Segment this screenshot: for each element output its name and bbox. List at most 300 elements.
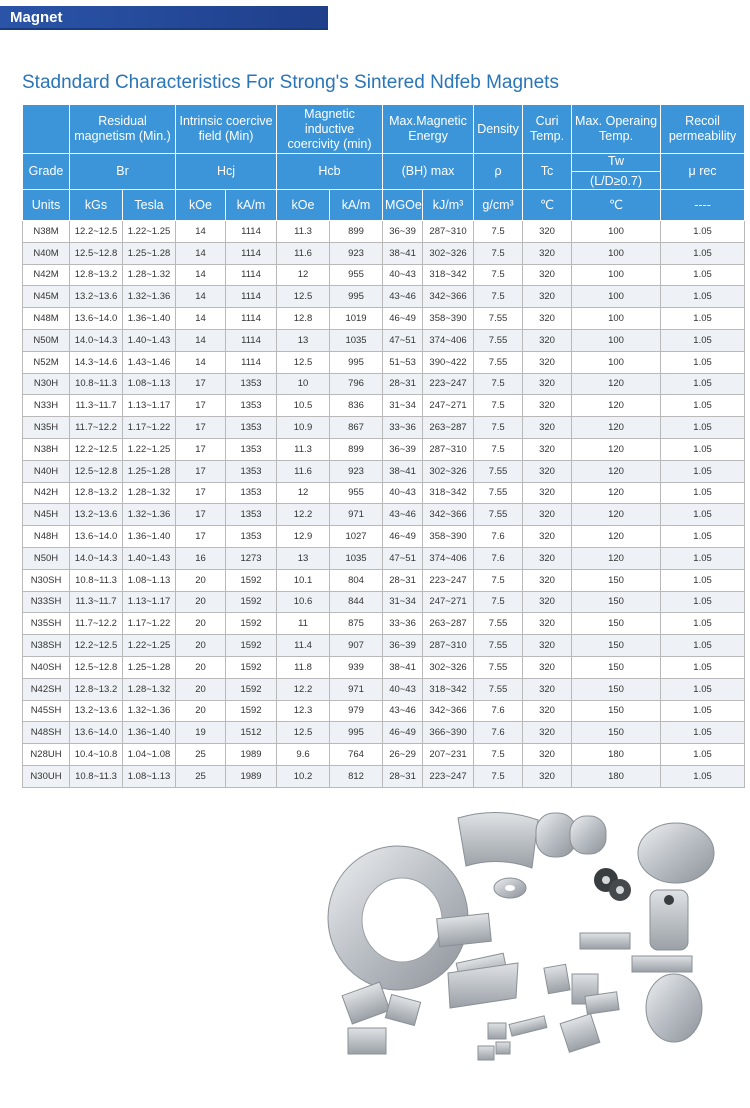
value-cell: 150 — [572, 613, 661, 635]
value-cell: 40~43 — [383, 482, 423, 504]
value-cell: 100 — [572, 242, 661, 264]
value-cell: 320 — [523, 765, 572, 787]
value-cell: 16 — [176, 547, 226, 569]
symbol-hcb: Hcb — [277, 154, 383, 190]
value-cell: 302~326 — [423, 242, 474, 264]
symbol-tw-condition: (L/D≥0.7) — [590, 174, 643, 188]
unit-cell: kJ/m³ — [423, 190, 474, 221]
value-cell: 7.55 — [474, 329, 523, 351]
grade-cell: N50H — [23, 547, 70, 569]
value-cell: 100 — [572, 351, 661, 373]
value-cell: 804 — [330, 569, 383, 591]
value-cell: 1592 — [226, 678, 277, 700]
value-cell: 31~34 — [383, 395, 423, 417]
value-cell: 12.8~13.2 — [70, 678, 123, 700]
value-cell: 764 — [330, 744, 383, 766]
value-cell: 7.5 — [474, 591, 523, 613]
value-cell: 320 — [523, 656, 572, 678]
value-cell: 43~46 — [383, 504, 423, 526]
grade-cell: N30UH — [23, 765, 70, 787]
block-magnet — [488, 1023, 506, 1039]
value-cell: 120 — [572, 417, 661, 439]
value-cell: 150 — [572, 700, 661, 722]
value-cell: 7.6 — [474, 700, 523, 722]
value-cell: 1.05 — [661, 417, 745, 439]
value-cell: 10.9 — [277, 417, 330, 439]
value-cell: 150 — [572, 591, 661, 613]
value-cell: 1.36~1.40 — [123, 722, 176, 744]
value-cell: 1.36~1.40 — [123, 308, 176, 330]
value-cell: 7.5 — [474, 569, 523, 591]
value-cell: 11.3 — [277, 221, 330, 243]
table-row — [23, 417, 745, 439]
value-cell: 31~34 — [383, 591, 423, 613]
value-cell: 1114 — [226, 329, 277, 351]
value-cell: 318~342 — [423, 482, 474, 504]
table-row — [23, 438, 745, 460]
value-cell: 1.22~1.25 — [123, 438, 176, 460]
value-cell: 11.3~11.7 — [70, 395, 123, 417]
value-cell: 20 — [176, 678, 226, 700]
value-cell: 10.5 — [277, 395, 330, 417]
value-cell: 1592 — [226, 656, 277, 678]
value-cell: 390~422 — [423, 351, 474, 373]
value-cell: 14 — [176, 351, 226, 373]
value-cell: 38~41 — [383, 460, 423, 482]
value-cell: 1.05 — [661, 526, 745, 548]
value-cell: 320 — [523, 591, 572, 613]
value-cell: 13.2~13.6 — [70, 504, 123, 526]
disc-magnet — [646, 974, 702, 1042]
value-cell: 28~31 — [383, 569, 423, 591]
value-cell: 1114 — [226, 242, 277, 264]
value-cell: 1989 — [226, 765, 277, 787]
value-cell: 995 — [330, 351, 383, 373]
unit-cell: kA/m — [330, 190, 383, 221]
value-cell: 17 — [176, 504, 226, 526]
value-cell: 7.5 — [474, 395, 523, 417]
value-cell: 1.05 — [661, 329, 745, 351]
value-cell: 7.55 — [474, 351, 523, 373]
value-cell: 374~406 — [423, 329, 474, 351]
value-cell: 302~326 — [423, 656, 474, 678]
table-row — [23, 656, 745, 678]
header-recoil: Recoil permeability — [661, 105, 745, 154]
value-cell: 11.7~12.2 — [70, 613, 123, 635]
value-cell: 7.5 — [474, 264, 523, 286]
value-cell: 342~366 — [423, 286, 474, 308]
value-cell: 1114 — [226, 351, 277, 373]
value-cell: 1035 — [330, 547, 383, 569]
value-cell: 10.8~11.3 — [70, 765, 123, 787]
block-magnet — [385, 995, 420, 1026]
symbol-bh: (BH) max — [383, 154, 474, 190]
value-cell: 320 — [523, 286, 572, 308]
value-cell: 1114 — [226, 264, 277, 286]
value-cell: 1989 — [226, 744, 277, 766]
value-cell: 1.05 — [661, 504, 745, 526]
value-cell: 12.5 — [277, 722, 330, 744]
grade-cell: N38SH — [23, 635, 70, 657]
value-cell: 320 — [523, 482, 572, 504]
value-cell: 11.3 — [277, 438, 330, 460]
value-cell: 100 — [572, 308, 661, 330]
value-cell: 17 — [176, 373, 226, 395]
value-cell: 1.05 — [661, 656, 745, 678]
value-cell: 263~287 — [423, 613, 474, 635]
grade-cell: N45SH — [23, 700, 70, 722]
value-cell: 923 — [330, 460, 383, 482]
symbol-hcj: Hcj — [176, 154, 277, 190]
value-cell: 320 — [523, 678, 572, 700]
table-row — [23, 264, 745, 286]
unit-cell: kA/m — [226, 190, 277, 221]
unit-cell: g/cm³ — [474, 190, 523, 221]
value-cell: 40~43 — [383, 678, 423, 700]
value-cell: 7.55 — [474, 678, 523, 700]
value-cell: 14 — [176, 329, 226, 351]
value-cell: 1.05 — [661, 308, 745, 330]
value-cell: 1.05 — [661, 591, 745, 613]
value-cell: 36~39 — [383, 221, 423, 243]
value-cell: 836 — [330, 395, 383, 417]
value-cell: 26~29 — [383, 744, 423, 766]
value-cell: 796 — [330, 373, 383, 395]
table-row — [23, 504, 745, 526]
arc-magnet — [458, 812, 538, 868]
value-cell: 320 — [523, 242, 572, 264]
value-cell: 12.2~12.5 — [70, 438, 123, 460]
value-cell: 10.8~11.3 — [70, 569, 123, 591]
value-cell: 955 — [330, 482, 383, 504]
value-cell: 247~271 — [423, 395, 474, 417]
value-cell: 1.05 — [661, 613, 745, 635]
grade-cell: N35H — [23, 417, 70, 439]
value-cell: 10 — [277, 373, 330, 395]
grade-cell: N42M — [23, 264, 70, 286]
block-magnet — [632, 956, 692, 972]
value-cell: 318~342 — [423, 264, 474, 286]
value-cell: 11 — [277, 613, 330, 635]
symbol-tw — [572, 154, 661, 190]
value-cell: 120 — [572, 373, 661, 395]
grade-cell: N38H — [23, 438, 70, 460]
value-cell: 14.0~14.3 — [70, 329, 123, 351]
value-cell: 1.05 — [661, 678, 745, 700]
unit-cell: kOe — [176, 190, 226, 221]
value-cell: 36~39 — [383, 635, 423, 657]
value-cell: 12.5 — [277, 351, 330, 373]
value-cell: 46~49 — [383, 308, 423, 330]
value-cell: 320 — [523, 438, 572, 460]
table-row — [23, 221, 745, 243]
value-cell: 287~310 — [423, 635, 474, 657]
unit-cell: ℃ — [572, 190, 661, 221]
value-cell: 7.5 — [474, 242, 523, 264]
value-cell: 1.40~1.43 — [123, 329, 176, 351]
symbol-br: Br — [70, 154, 176, 190]
value-cell: 7.6 — [474, 526, 523, 548]
value-cell: 1.05 — [661, 395, 745, 417]
value-cell: 1.05 — [661, 700, 745, 722]
value-cell: 12.2 — [277, 504, 330, 526]
value-cell: 1.28~1.32 — [123, 264, 176, 286]
header-blank — [23, 105, 70, 154]
value-cell: 1035 — [330, 329, 383, 351]
value-cell: 180 — [572, 744, 661, 766]
unit-cell: ℃ — [523, 190, 572, 221]
value-cell: 17 — [176, 438, 226, 460]
value-cell: 1353 — [226, 482, 277, 504]
value-cell: 12 — [277, 264, 330, 286]
value-cell: 320 — [523, 504, 572, 526]
value-cell: 20 — [176, 700, 226, 722]
grade-cell: N33H — [23, 395, 70, 417]
value-cell: 1.05 — [661, 482, 745, 504]
value-cell: 1027 — [330, 526, 383, 548]
value-cell: 20 — [176, 591, 226, 613]
header-grade: Grade — [23, 154, 70, 190]
value-cell: 38~41 — [383, 656, 423, 678]
value-cell: 10.2 — [277, 765, 330, 787]
value-cell: 979 — [330, 700, 383, 722]
table-row — [23, 678, 745, 700]
value-cell: 1592 — [226, 613, 277, 635]
value-cell: 28~31 — [383, 765, 423, 787]
block-magnet — [509, 1016, 547, 1036]
value-cell: 46~49 — [383, 526, 423, 548]
banner-rule — [0, 28, 328, 30]
header-curi-temp: Curi Temp. — [523, 105, 572, 154]
value-cell: 1.13~1.17 — [123, 395, 176, 417]
value-cell: 7.55 — [474, 656, 523, 678]
value-cell: 1.05 — [661, 460, 745, 482]
header-units: Units — [23, 190, 70, 221]
table-row — [23, 460, 745, 482]
value-cell: 923 — [330, 242, 383, 264]
value-cell: 12.8~13.2 — [70, 482, 123, 504]
value-cell: 120 — [572, 460, 661, 482]
grade-cell: N40H — [23, 460, 70, 482]
value-cell: 100 — [572, 221, 661, 243]
value-cell: 812 — [330, 765, 383, 787]
value-cell: 13.2~13.6 — [70, 700, 123, 722]
value-cell: 14.3~14.6 — [70, 351, 123, 373]
value-cell: 320 — [523, 722, 572, 744]
value-cell: 1.05 — [661, 547, 745, 569]
unit-cell: kGs — [70, 190, 123, 221]
value-cell: 7.5 — [474, 438, 523, 460]
value-cell: 150 — [572, 678, 661, 700]
value-cell: 7.5 — [474, 373, 523, 395]
value-cell: 867 — [330, 417, 383, 439]
header-max-operating-temp: Max. Operaing Temp. — [572, 105, 661, 154]
block-magnet — [585, 992, 619, 1014]
table-row — [23, 351, 745, 373]
value-cell: 320 — [523, 417, 572, 439]
header-max-energy: Max.Magnetic Energy — [383, 105, 474, 154]
value-cell: 11.6 — [277, 242, 330, 264]
unit-cell: ---- — [661, 190, 745, 221]
header-intrinsic-coercive: Intrinsic coercive field (Min) — [176, 105, 277, 154]
value-cell: 150 — [572, 635, 661, 657]
value-cell: 1.25~1.28 — [123, 460, 176, 482]
value-cell: 11.6 — [277, 460, 330, 482]
value-cell: 1.32~1.36 — [123, 504, 176, 526]
table-row — [23, 373, 745, 395]
table-row — [23, 722, 745, 744]
header-residual-magnetism: Residual magnetism (Min.) — [70, 105, 176, 154]
value-cell: 11.4 — [277, 635, 330, 657]
value-cell: 1.25~1.28 — [123, 656, 176, 678]
value-cell: 1.08~1.13 — [123, 765, 176, 787]
unit-cell: MGOe — [383, 190, 423, 221]
value-cell: 1.43~1.46 — [123, 351, 176, 373]
value-cell: 1.05 — [661, 221, 745, 243]
value-cell: 7.55 — [474, 460, 523, 482]
value-cell: 1.40~1.43 — [123, 547, 176, 569]
value-cell: 320 — [523, 526, 572, 548]
table-row — [23, 591, 745, 613]
grade-cell: N42SH — [23, 678, 70, 700]
value-cell: 1353 — [226, 417, 277, 439]
table-row — [23, 700, 745, 722]
block-magnet — [580, 933, 630, 949]
value-cell: 1019 — [330, 308, 383, 330]
value-cell: 287~310 — [423, 438, 474, 460]
value-cell: 1353 — [226, 438, 277, 460]
value-cell: 14 — [176, 308, 226, 330]
value-cell: 43~46 — [383, 286, 423, 308]
value-cell: 14 — [176, 286, 226, 308]
table-row — [23, 308, 745, 330]
value-cell: 287~310 — [423, 221, 474, 243]
value-cell: 13.2~13.6 — [70, 286, 123, 308]
value-cell: 11.8 — [277, 656, 330, 678]
value-cell: 1.05 — [661, 438, 745, 460]
grade-cell: N48SH — [23, 722, 70, 744]
table-row — [23, 744, 745, 766]
value-cell: 12.5~12.8 — [70, 656, 123, 678]
value-cell: 320 — [523, 264, 572, 286]
value-cell: 223~247 — [423, 765, 474, 787]
value-cell: 10.8~11.3 — [70, 373, 123, 395]
value-cell: 844 — [330, 591, 383, 613]
value-cell: 320 — [523, 308, 572, 330]
value-cell: 1353 — [226, 504, 277, 526]
grade-cell: N50M — [23, 329, 70, 351]
unit-cell: Tesla — [123, 190, 176, 221]
block-magnet — [560, 1014, 600, 1052]
value-cell: 1.22~1.25 — [123, 635, 176, 657]
value-cell: 971 — [330, 504, 383, 526]
value-cell: 875 — [330, 613, 383, 635]
value-cell: 7.5 — [474, 221, 523, 243]
table-row — [23, 765, 745, 787]
value-cell: 20 — [176, 613, 226, 635]
value-cell: 1114 — [226, 308, 277, 330]
value-cell: 46~49 — [383, 722, 423, 744]
value-cell: 150 — [572, 569, 661, 591]
value-cell: 955 — [330, 264, 383, 286]
value-cell: 1.05 — [661, 373, 745, 395]
value-cell: 939 — [330, 656, 383, 678]
value-cell: 33~36 — [383, 613, 423, 635]
characteristics-table — [22, 104, 745, 788]
value-cell: 20 — [176, 569, 226, 591]
value-cell: 17 — [176, 526, 226, 548]
value-cell: 1.08~1.13 — [123, 569, 176, 591]
value-cell: 47~51 — [383, 547, 423, 569]
section-banner — [0, 6, 328, 28]
value-cell: 1.05 — [661, 765, 745, 787]
value-cell: 907 — [330, 635, 383, 657]
value-cell: 1592 — [226, 569, 277, 591]
value-cell: 1353 — [226, 395, 277, 417]
grade-cell: N30SH — [23, 569, 70, 591]
value-cell: 47~51 — [383, 329, 423, 351]
banner-label: Magnet — [10, 9, 63, 26]
value-cell: 20 — [176, 656, 226, 678]
value-cell: 19 — [176, 722, 226, 744]
value-cell: 342~366 — [423, 504, 474, 526]
value-cell: 1.05 — [661, 286, 745, 308]
value-cell: 1.13~1.17 — [123, 591, 176, 613]
value-cell: 12.5~12.8 — [70, 460, 123, 482]
header-inductive-coercivity: Magnetic inductive coercivity (min) — [277, 105, 383, 154]
value-cell: 1.17~1.22 — [123, 417, 176, 439]
table-row — [23, 286, 745, 308]
value-cell: 7.6 — [474, 722, 523, 744]
value-cell: 11.7~12.2 — [70, 417, 123, 439]
value-cell: 7.55 — [474, 482, 523, 504]
value-cell: 1592 — [226, 635, 277, 657]
value-cell: 12.5 — [277, 286, 330, 308]
value-cell: 51~53 — [383, 351, 423, 373]
value-cell: 150 — [572, 656, 661, 678]
value-cell: 12.3 — [277, 700, 330, 722]
value-cell: 1.04~1.08 — [123, 744, 176, 766]
table-row — [23, 569, 745, 591]
grade-cell: N33SH — [23, 591, 70, 613]
value-cell: 366~390 — [423, 722, 474, 744]
grade-cell: N40SH — [23, 656, 70, 678]
header-density: Density — [474, 105, 523, 154]
value-cell: 320 — [523, 700, 572, 722]
value-cell: 342~366 — [423, 700, 474, 722]
value-cell: 320 — [523, 395, 572, 417]
grade-cell: N42H — [23, 482, 70, 504]
value-cell: 120 — [572, 547, 661, 569]
symbol-tc: Tc — [523, 154, 572, 190]
value-cell: 28~31 — [383, 373, 423, 395]
value-cell: 207~231 — [423, 744, 474, 766]
magnets-photo — [318, 798, 738, 1098]
value-cell: 7.5 — [474, 744, 523, 766]
value-cell: 120 — [572, 526, 661, 548]
value-cell: 12 — [277, 482, 330, 504]
symbol-rho: ρ — [474, 154, 523, 190]
value-cell: 13 — [277, 329, 330, 351]
grade-cell: N48M — [23, 308, 70, 330]
value-cell: 1.17~1.22 — [123, 613, 176, 635]
value-cell: 247~271 — [423, 591, 474, 613]
value-cell: 100 — [572, 286, 661, 308]
value-cell: 1.28~1.32 — [123, 482, 176, 504]
value-cell: 302~326 — [423, 460, 474, 482]
value-cell: 899 — [330, 438, 383, 460]
value-cell: 11.3~11.7 — [70, 591, 123, 613]
